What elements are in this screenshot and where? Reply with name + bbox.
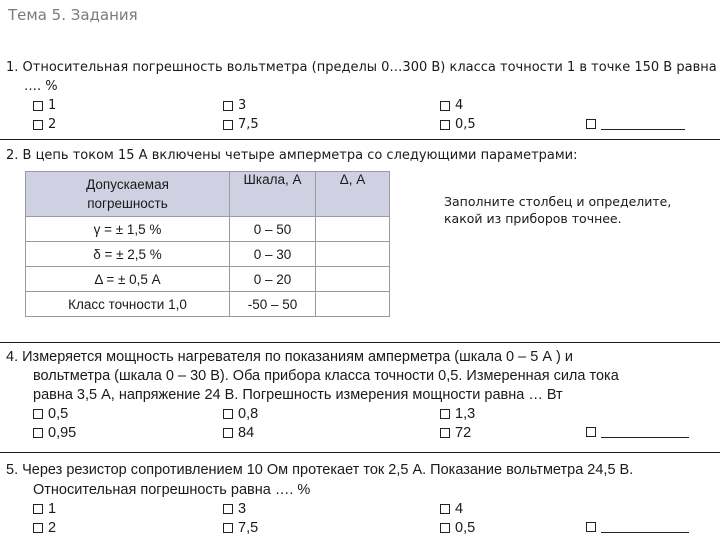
checkbox-icon — [440, 120, 450, 130]
checkbox-icon — [440, 504, 450, 514]
table-row — [26, 242, 390, 267]
answer-blank[interactable] — [601, 425, 689, 438]
checkbox-icon — [586, 119, 596, 129]
q1-option-5[interactable]: 7,5 — [223, 117, 259, 132]
q1-option-3[interactable]: 4 — [440, 98, 463, 113]
q5-option-5[interactable]: 7,5 — [223, 520, 258, 536]
checkbox-icon — [223, 504, 233, 514]
q4-option-6[interactable]: 72 — [440, 425, 471, 441]
q5-option-2[interactable]: 3 — [223, 501, 246, 517]
q2-instruction-note: Заполните столбец и определите, какой из приборов точнее. — [444, 194, 672, 226]
table-row — [26, 217, 390, 242]
parameters-table — [25, 171, 390, 317]
q5-option-4[interactable]: 2 — [33, 520, 56, 536]
cell-scale: -50 – 50 — [230, 292, 316, 317]
checkbox-icon — [223, 101, 233, 111]
header-scale: Шкала, А — [230, 172, 316, 217]
q5-option-custom[interactable] — [586, 520, 689, 533]
checkbox-icon — [440, 409, 450, 419]
cell-error: γ = ± 1,5 % — [26, 217, 230, 242]
q4-option-4[interactable]: 0,95 — [33, 425, 76, 441]
cell-error: Δ = ± 0,5 А — [26, 267, 230, 292]
cell-scale: 0 – 30 — [230, 242, 316, 267]
checkbox-icon — [586, 427, 596, 437]
q1-option-1[interactable]: 1 — [33, 98, 56, 113]
checkbox-icon — [223, 409, 233, 419]
checkbox-icon — [33, 409, 43, 419]
q4-option-2[interactable]: 0,8 — [223, 406, 258, 422]
q2-text: 2. В цепь током 15 А включены четыре амперметра со следующими параметрами: — [6, 148, 578, 163]
checkbox-icon — [223, 523, 233, 533]
q1-text-line2: …. % — [24, 79, 58, 94]
q1-option-custom[interactable] — [586, 117, 685, 130]
checkbox-icon — [586, 522, 596, 532]
q1-option-2[interactable]: 3 — [223, 98, 246, 113]
cell-scale: 0 – 50 — [230, 217, 316, 242]
cell-delta-input[interactable] — [316, 242, 390, 267]
checkbox-icon — [33, 428, 43, 438]
q4-option-custom[interactable] — [586, 425, 689, 438]
q1-option-4[interactable]: 2 — [33, 117, 56, 132]
checkbox-icon — [33, 101, 43, 111]
q4-option-1[interactable]: 0,5 — [33, 406, 68, 422]
divider — [0, 139, 720, 140]
q4-text-line2: вольтметра (шкала 0 – 30 В). Оба прибора класса точности 0,5. Измеренная сила тока — [33, 368, 619, 384]
divider — [0, 452, 720, 453]
header-error: Допускаемая погрешность — [26, 172, 230, 217]
cell-scale: 0 – 20 — [230, 267, 316, 292]
q4-option-3[interactable]: 1,3 — [440, 406, 475, 422]
table-header-row — [26, 172, 390, 217]
page-title: Тема 5. Задания — [8, 6, 138, 24]
q1-option-6[interactable]: 0,5 — [440, 117, 476, 132]
cell-error: Класс точности 1,0 — [26, 292, 230, 317]
q5-text-line1: 5. Через резистор сопротивлением 10 Ом протекает ток 2,5 А. Показание вольтметра 24,5 В. — [6, 462, 634, 478]
checkbox-icon — [440, 101, 450, 111]
q5-option-3[interactable]: 4 — [440, 501, 463, 517]
q4-text-line1: 4. Измеряется мощность нагревателя по показаниям амперметра (шкала 0 – 5 А ) и — [6, 349, 573, 365]
q5-text-line2: Относительная погрешность равна …. % — [33, 482, 311, 498]
cell-delta-input[interactable] — [316, 217, 390, 242]
checkbox-icon — [33, 120, 43, 130]
q1-text-line1: 1. Относительная погрешность вольтметра (пределы 0…300 В) класса точности 1 в точке 150 В равна — [6, 60, 717, 75]
checkbox-icon — [33, 504, 43, 514]
checkbox-icon — [33, 523, 43, 533]
cell-delta-input[interactable] — [316, 292, 390, 317]
q5-option-1[interactable]: 1 — [33, 501, 56, 517]
q5-option-6[interactable]: 0,5 — [440, 520, 475, 536]
table-row — [26, 292, 390, 317]
answer-blank[interactable] — [601, 520, 689, 533]
table-row — [26, 267, 390, 292]
header-delta: Δ, А — [316, 172, 390, 217]
answer-blank[interactable] — [601, 117, 685, 130]
checkbox-icon — [223, 120, 233, 130]
q4-option-5[interactable]: 84 — [223, 425, 254, 441]
checkbox-icon — [440, 523, 450, 533]
q4-text-line3: равна 3,5 А, напряжение 24 В. Погрешность измерения мощности равна … Вт — [33, 387, 563, 403]
checkbox-icon — [440, 428, 450, 438]
cell-error: δ = ± 2,5 % — [26, 242, 230, 267]
divider — [0, 342, 720, 343]
cell-delta-input[interactable] — [316, 267, 390, 292]
checkbox-icon — [223, 428, 233, 438]
